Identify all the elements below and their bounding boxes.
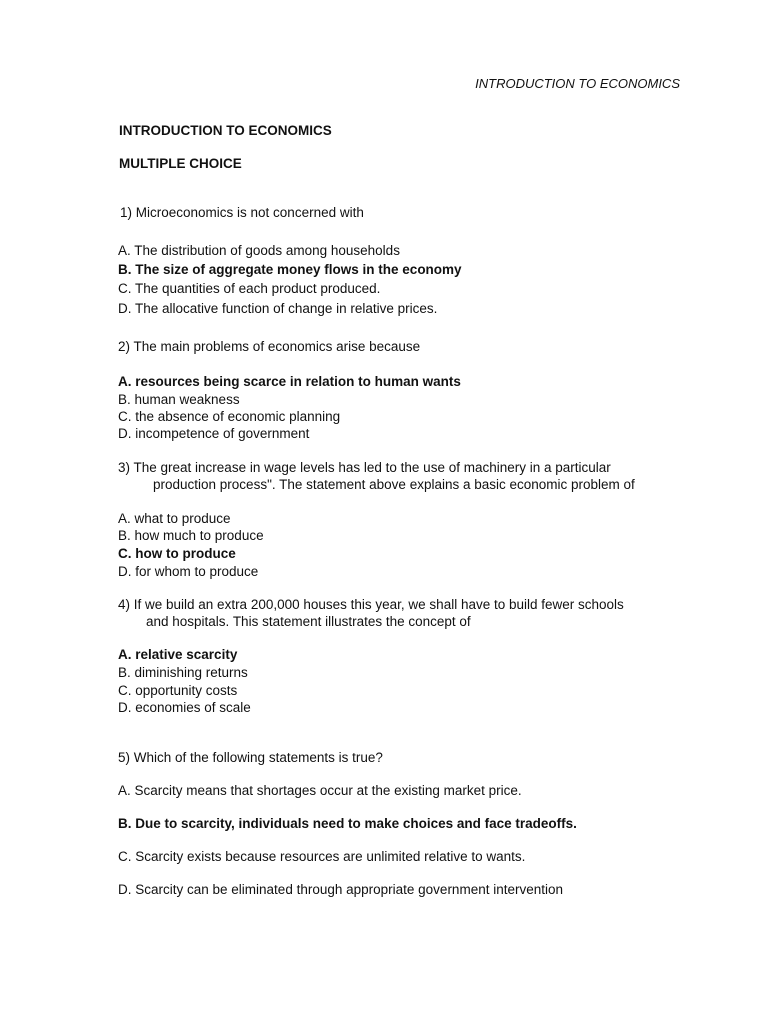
question-4-option-c: C. opportunity costs	[118, 683, 238, 698]
question-1-stem: 1) Microeconomics is not concerned with	[120, 205, 364, 220]
question-3-option-b: B. how much to produce	[118, 528, 264, 543]
question-3-option-a: A. what to produce	[118, 511, 231, 526]
question-2-option-a-answer: A. resources being scarce in relation to human wants	[118, 374, 461, 389]
question-5-option-d: D. Scarcity can be eliminated through appropriate government intervention	[118, 882, 563, 897]
running-header: INTRODUCTION TO ECONOMICS	[475, 76, 680, 91]
question-1-option-d: D. The allocative function of change in relative prices.	[118, 301, 438, 316]
question-3-option-c-answer: C. how to produce	[118, 546, 236, 561]
question-1-option-c: C. The quantities of each product produced.	[118, 281, 381, 296]
question-3-option-d: D. for whom to produce	[118, 564, 259, 579]
document-title: INTRODUCTION TO ECONOMICS	[119, 123, 332, 138]
question-2-option-b: B. human weakness	[118, 392, 240, 407]
question-4-stem-line-2: and hospitals. This statement illustrates the concept of	[146, 614, 471, 629]
question-1-option-a: A. The distribution of goods among households	[118, 243, 400, 258]
question-2-option-d: D. incompetence of government	[118, 426, 310, 441]
question-5-option-b-answer: B. Due to scarcity, individuals need to make choices and face tradeoffs.	[118, 816, 577, 831]
question-3-stem-line-2: production process". The statement above explains a basic economic problem of	[153, 477, 635, 492]
question-4-stem-line-1: 4) If we build an extra 200,000 houses this year, we shall have to build fewer schools	[118, 597, 624, 612]
question-5-stem: 5) Which of the following statements is true?	[118, 750, 383, 765]
question-4-option-d: D. economies of scale	[118, 700, 251, 715]
question-1-option-b-answer: B. The size of aggregate money flows in the economy	[118, 262, 462, 277]
question-2-stem: 2) The main problems of economics arise because	[118, 339, 421, 354]
question-2-option-c: C. the absence of economic planning	[118, 409, 341, 424]
question-4-option-b: B. diminishing returns	[118, 665, 248, 680]
question-5-option-c: C. Scarcity exists because resources are unlimited relative to wants.	[118, 849, 526, 864]
question-5-option-a: A. Scarcity means that shortages occur at the existing market price.	[118, 783, 522, 798]
question-3-stem-line-1: 3) The great increase in wage levels has led to the use of machinery in a particular	[118, 460, 611, 475]
section-heading: MULTIPLE CHOICE	[119, 156, 242, 171]
question-4-option-a-answer: A. relative scarcity	[118, 647, 238, 662]
